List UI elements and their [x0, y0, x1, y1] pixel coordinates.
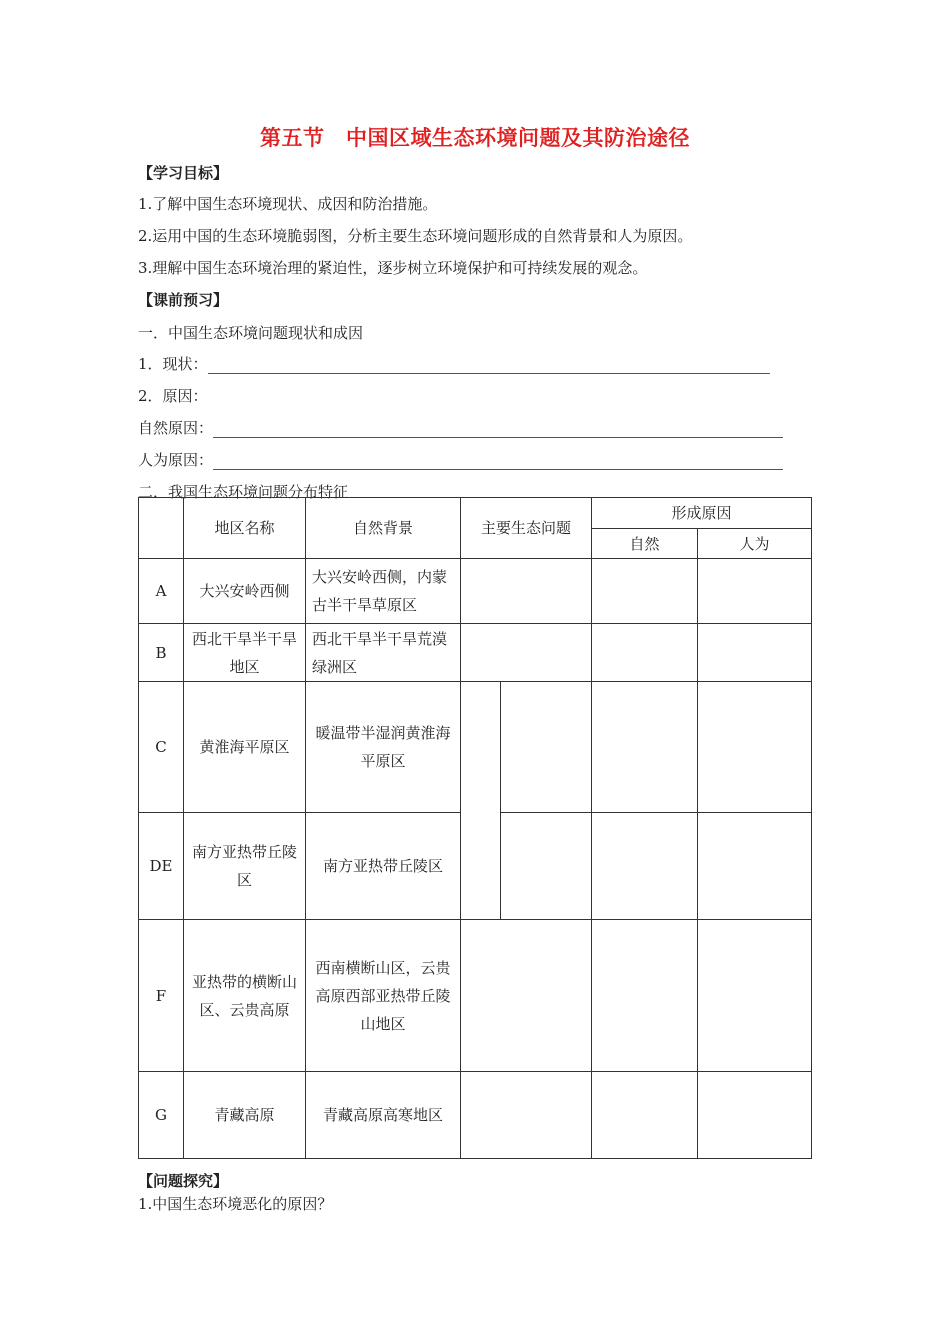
preview-heading: 【课前预习】 — [138, 291, 229, 309]
row-natural-cell[interactable] — [592, 813, 698, 920]
page-title: 第五节 中国区域生态环境问题及其防治途径 — [260, 126, 690, 150]
region-header: 地区名称 — [184, 498, 306, 559]
row-background: 大兴安岭西侧，内蒙古半干旱草原区 — [306, 559, 461, 624]
row-natural-cell[interactable] — [592, 624, 698, 682]
section-heading: 二．我国生态环境问题分布特征 — [138, 483, 349, 501]
row-background: 暖温带半湿润黄淮海平原区 — [306, 682, 461, 813]
row-problem-cell[interactable] — [461, 920, 592, 1072]
row-human-cell[interactable] — [698, 559, 812, 624]
inquiry-heading: 【问题探究】 — [138, 1172, 229, 1190]
objective-item: 3.理解中国生态环境治理的紧迫性，逐步树立环境保护和可持续发展的观念。 — [138, 259, 648, 277]
row-background: 青藏高原高寒地区 — [306, 1072, 461, 1159]
objective-item: 1.了解中国生态环境现状、成因和防治措施。 — [138, 195, 438, 213]
human-cause-answer-line[interactable] — [213, 455, 783, 470]
row-background: 南方亚热带丘陵区 — [306, 813, 461, 920]
natural-cause-label: 自然原因： — [138, 419, 214, 437]
cause-label: 2．原因： — [138, 387, 208, 405]
objectives-heading: 【学习目标】 — [138, 164, 229, 182]
status-answer-line[interactable] — [208, 359, 770, 374]
row-problem-merged-cell[interactable] — [461, 682, 501, 920]
row-problem-cell[interactable] — [461, 1072, 592, 1159]
objective-item: 2.运用中国的生态环境脆弱图，分析主要生态环境问题形成的自然背景和人为原因。 — [138, 227, 693, 245]
row-region: 大兴安岭西侧 — [184, 559, 306, 624]
inquiry-question: 1.中国生态环境恶化的原因？ — [138, 1195, 333, 1213]
cause-header: 形成原因 — [592, 498, 812, 529]
row-region: 青藏高原 — [184, 1072, 306, 1159]
row-background: 西南横断山区，云贵高原西部亚热带丘陵山地区 — [306, 920, 461, 1072]
row-region: 西北干旱半干旱地区 — [184, 624, 306, 682]
status-row — [138, 353, 770, 374]
row-code: A — [139, 559, 184, 624]
code-header — [139, 498, 184, 559]
row-natural-cell[interactable] — [592, 559, 698, 624]
human-cause-row — [138, 449, 783, 470]
table-row — [139, 1072, 812, 1159]
natural-cause-row — [138, 417, 783, 438]
row-human-cell[interactable] — [698, 920, 812, 1072]
row-region: 亚热带的横断山区、云贵高原 — [184, 920, 306, 1072]
row-human-cell[interactable] — [698, 813, 812, 920]
row-human-cell[interactable] — [698, 1072, 812, 1159]
row-region: 黄淮海平原区 — [184, 682, 306, 813]
row-natural-cell[interactable] — [592, 920, 698, 1072]
row-code: B — [139, 624, 184, 682]
natural-cause-answer-line[interactable] — [213, 423, 783, 438]
row-code: F — [139, 920, 184, 1072]
table-row — [139, 559, 812, 624]
row-problem-cell[interactable] — [461, 624, 592, 682]
row-human-cell[interactable] — [698, 624, 812, 682]
row-problem-cell[interactable] — [501, 682, 592, 813]
background-header: 自然背景 — [306, 498, 461, 559]
cause-natural-header: 自然 — [592, 529, 698, 559]
row-natural-cell[interactable] — [592, 1072, 698, 1159]
row-code: C — [139, 682, 184, 813]
row-region: 南方亚热带丘陵区 — [184, 813, 306, 920]
row-natural-cell[interactable] — [592, 682, 698, 813]
row-background: 西北干旱半干旱荒漠绿洲区 — [306, 624, 461, 682]
status-label: 1．现状： — [138, 355, 208, 373]
row-problem-cell[interactable] — [461, 559, 592, 624]
section-heading: 一．中国生态环境问题现状和成因 — [138, 324, 364, 342]
distribution-table — [138, 497, 812, 1159]
table-row — [139, 920, 812, 1072]
row-problem-cell[interactable] — [501, 813, 592, 920]
row-human-cell[interactable] — [698, 682, 812, 813]
cause-human-header: 人为 — [698, 529, 812, 559]
table-row — [139, 624, 812, 682]
table-row — [139, 682, 812, 813]
row-code: DE — [139, 813, 184, 920]
problem-header: 主要生态问题 — [461, 498, 592, 559]
human-cause-label: 人为原因： — [138, 451, 214, 469]
row-code: G — [139, 1072, 184, 1159]
